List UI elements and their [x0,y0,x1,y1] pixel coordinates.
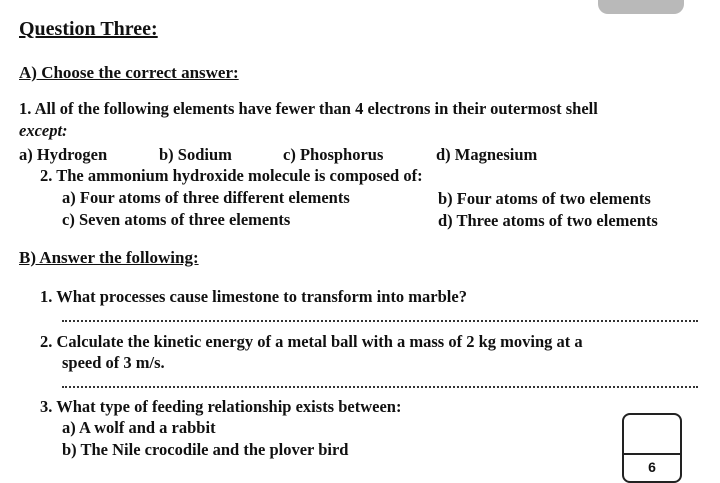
section-b-heading: B) Answer the following: [19,248,199,267]
score-box [622,413,682,483]
q1-option-b: b) Sodium [159,145,232,164]
b-q3-b: b) The Nile crocodile and the plover bird [62,440,349,459]
q2-option-a: a) Four atoms of three different elements [62,188,350,207]
answer-line-2 [62,386,698,388]
q1-option-a: a) Hydrogen [19,145,108,164]
q2-stem: 2. The ammonium hydroxide molecule is composed of: [40,166,423,185]
q1-stem-line2: except: [19,121,68,140]
answer-line-1 [62,320,698,322]
b-q3: 3. What type of feeding relationship exists between: [40,397,402,416]
q1-option-d: d) Magnesium [436,145,538,164]
b-q2-line2: speed of 3 m/s. [62,353,165,372]
section-a-heading: A) Choose the correct answer: [19,63,239,82]
q2-option-d: d) Three atoms of two elements [438,211,658,230]
b-q2-line1: 2. Calculate the kinetic energy of a metal ball with a mass of 2 kg moving at a [40,332,583,351]
b-q1: 1. What processes cause limestone to transform into marble? [40,287,467,306]
question-title: Question Three: [19,18,158,40]
q1-option-c: c) Phosphorus [283,145,384,164]
score-divider [624,453,680,455]
q1-stem-line1: 1. All of the following elements have fewer than 4 electrons in their outermost shell [19,99,598,118]
b-q3-a: a) A wolf and a rabbit [62,418,216,437]
top-tab-decoration [598,0,684,14]
score-value: 6 [648,459,656,475]
q2-option-c: c) Seven atoms of three elements [62,210,291,229]
q2-option-b: b) Four atoms of two elements [438,189,651,208]
